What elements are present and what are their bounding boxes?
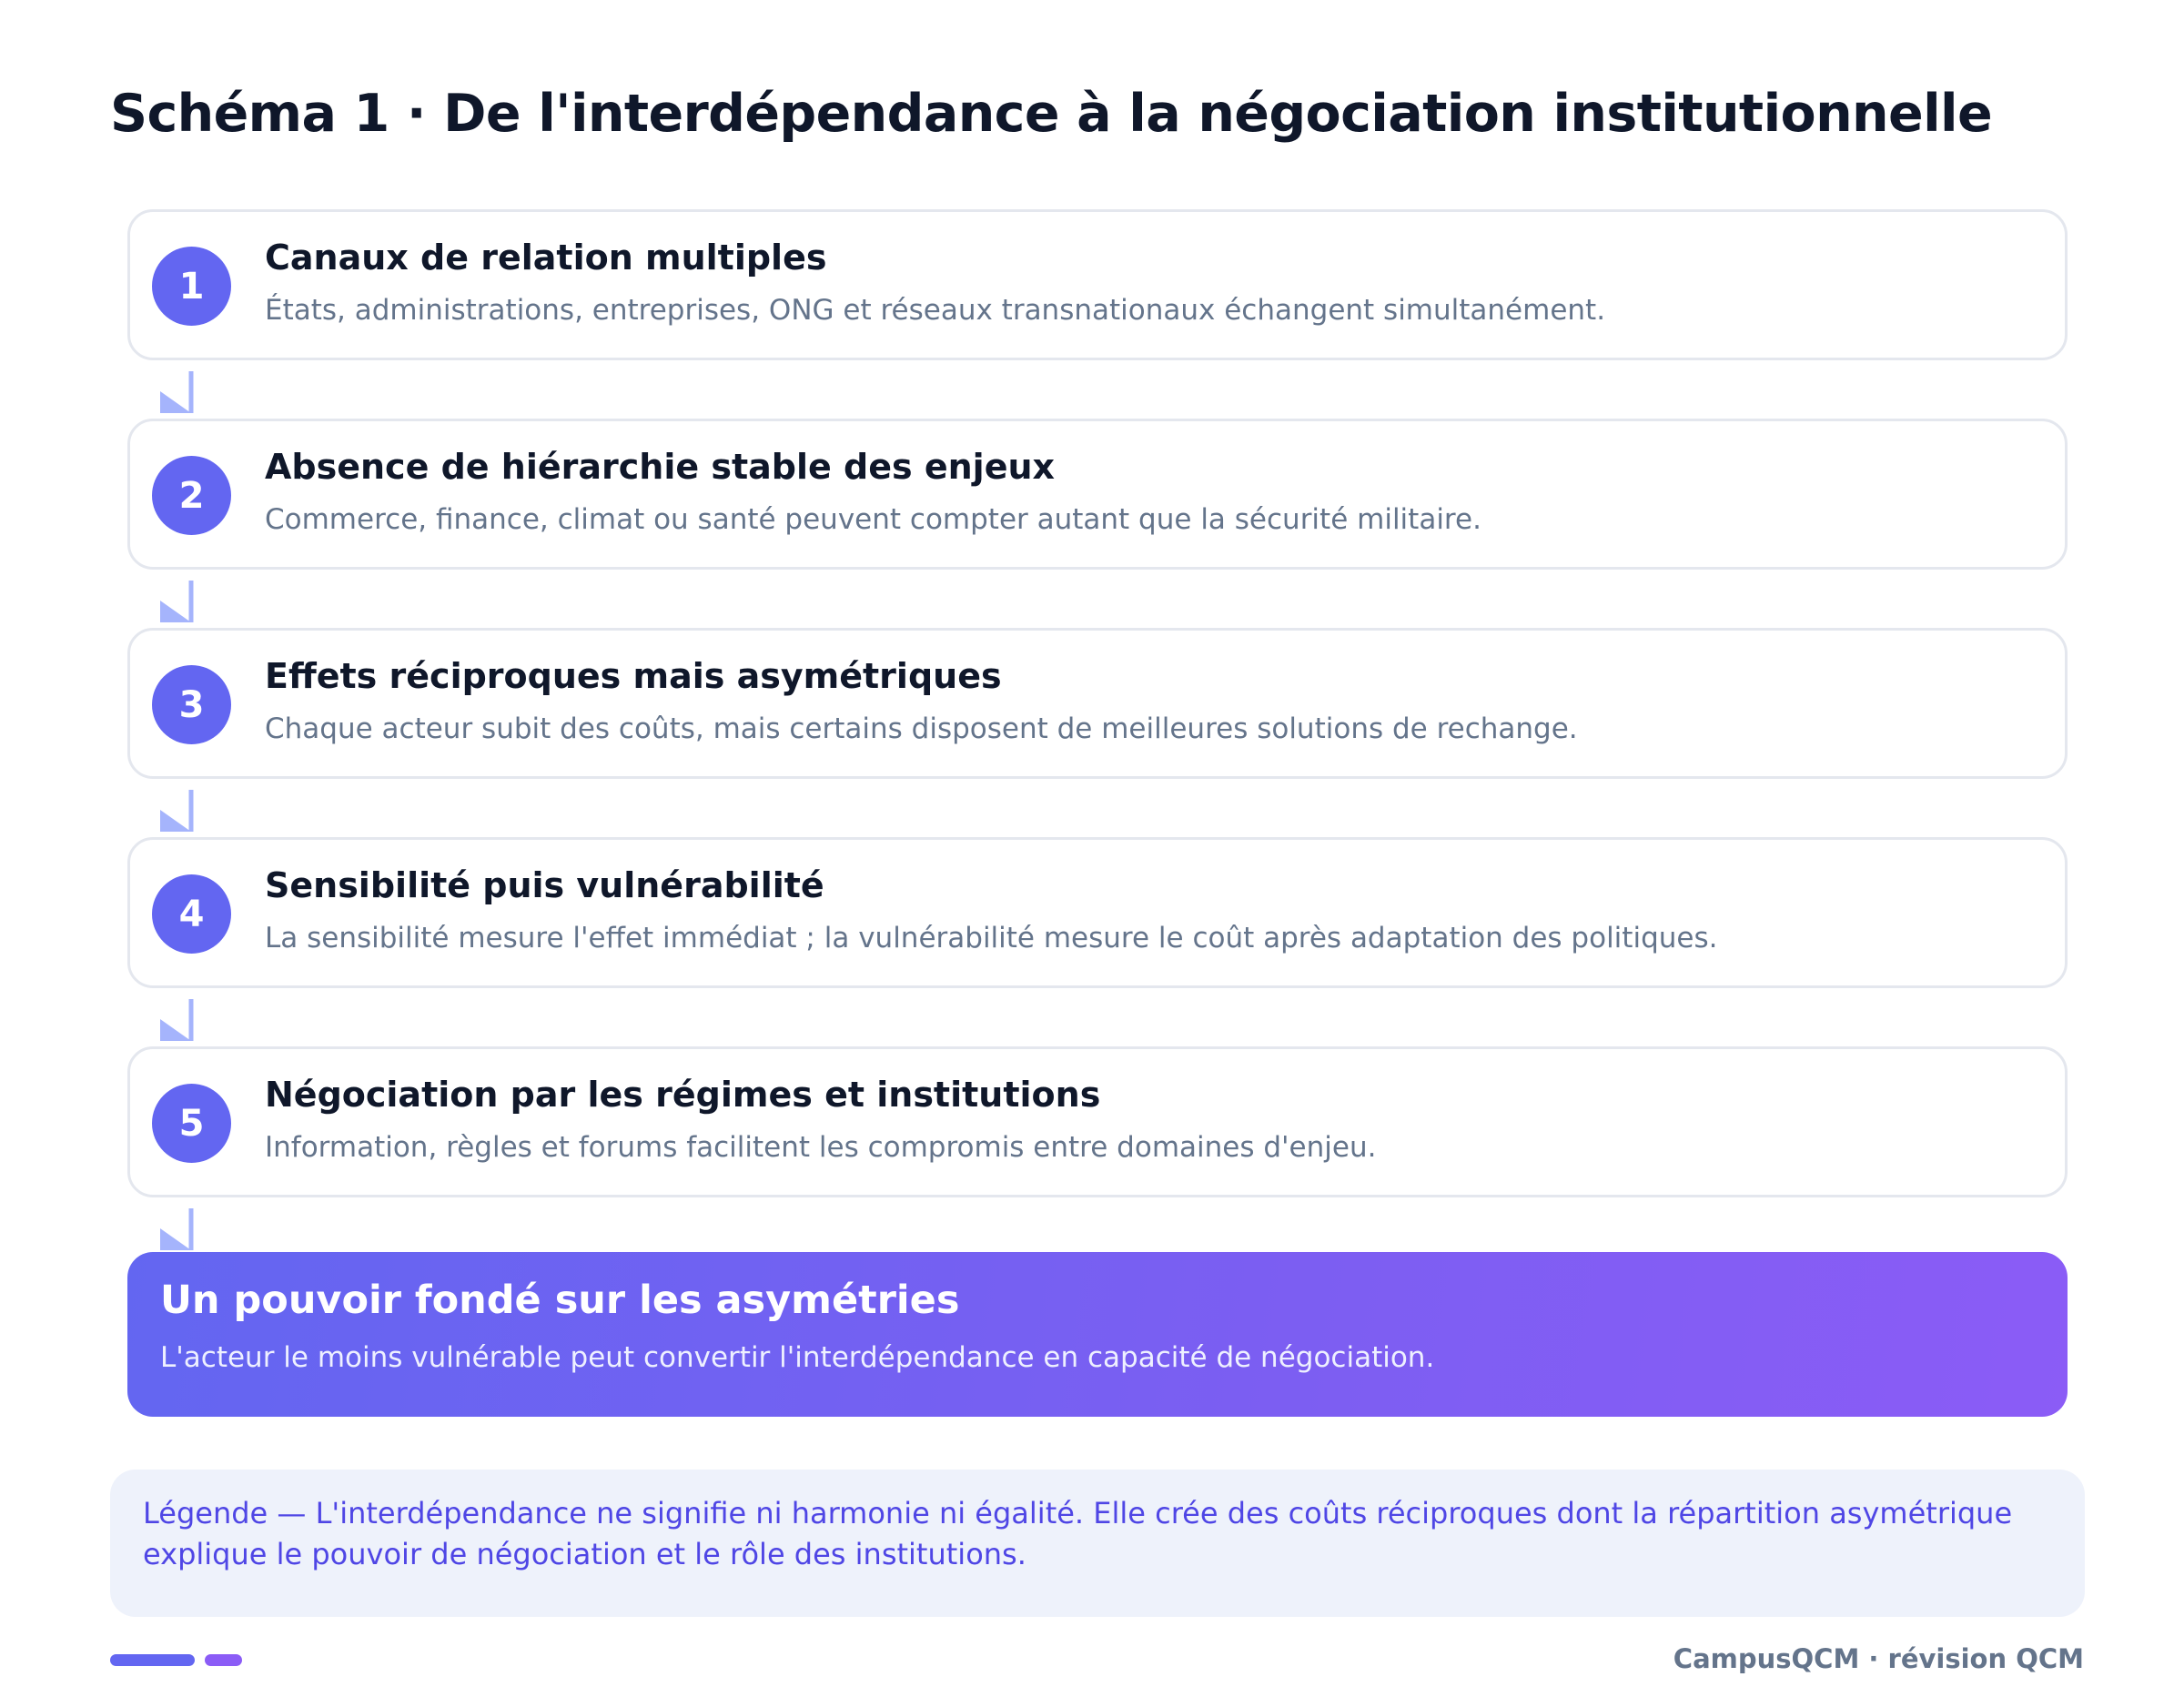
step-card-1 <box>127 209 2068 360</box>
step-card-5 <box>127 1046 2068 1197</box>
result-description: L'acteur le moins vulnérable peut convertir l'interdépendance en capacité de négociation. <box>160 1341 1435 1374</box>
step-title: Absence de hiérarchie stable des enjeux <box>265 447 1056 487</box>
step-number-badge: 2 <box>152 456 231 535</box>
footer-brand: CampusQCM · révision QCM <box>1673 1643 2084 1674</box>
step-card-3 <box>127 628 2068 779</box>
step-number-badge: 4 <box>152 874 231 954</box>
step-description: Chaque acteur subit des coûts, mais certains disposent de meilleures solutions de rechange. <box>265 712 1578 745</box>
page-title: Schéma 1 · De l'interdépendance à la négociation institutionnelle <box>110 84 1993 144</box>
step-number-badge: 3 <box>152 665 231 744</box>
step-description: Information, règles et forums facilitent les compromis entre domaines d'enjeu. <box>265 1131 1377 1164</box>
step-title: Effets réciproques mais asymétriques <box>265 656 1002 696</box>
legend-box <box>110 1470 2085 1617</box>
arrow-down-icon <box>157 790 202 837</box>
legend-text: Légende — L'interdépendance ne signifie ni harmonie ni égalité. Elle crée des coûts réciproques dont la répartition asymétrique explique le pouvoir de négociation et le rôle des institutions. <box>143 1496 2013 1571</box>
arrow-down-icon <box>157 581 202 628</box>
step-card-4 <box>127 837 2068 988</box>
result-title: Un pouvoir fondé sur les asymétries <box>160 1278 960 1323</box>
step-card-2 <box>127 419 2068 570</box>
step-number-badge: 5 <box>152 1084 231 1163</box>
step-title: Négociation par les régimes et institutions <box>265 1075 1101 1115</box>
step-description: Commerce, finance, climat ou santé peuvent compter autant que la sécurité militaire. <box>265 503 1481 536</box>
step-description: La sensibilité mesure l'effet immédiat ; la vulnérabilité mesure le coût après adaptation des politiques. <box>265 922 1718 955</box>
step-title: Sensibilité puis vulnérabilité <box>265 865 824 905</box>
arrow-down-icon <box>157 1208 202 1256</box>
step-number-badge: 1 <box>152 247 231 326</box>
brand-bar-primary <box>110 1654 195 1666</box>
arrow-down-icon <box>157 371 202 419</box>
brand-bar-secondary <box>205 1654 242 1666</box>
result-card <box>127 1252 2068 1417</box>
step-description: États, administrations, entreprises, ONG et réseaux transnationaux échangent simultanément. <box>265 294 1606 327</box>
step-title: Canaux de relation multiples <box>265 237 827 278</box>
arrow-down-icon <box>157 999 202 1046</box>
